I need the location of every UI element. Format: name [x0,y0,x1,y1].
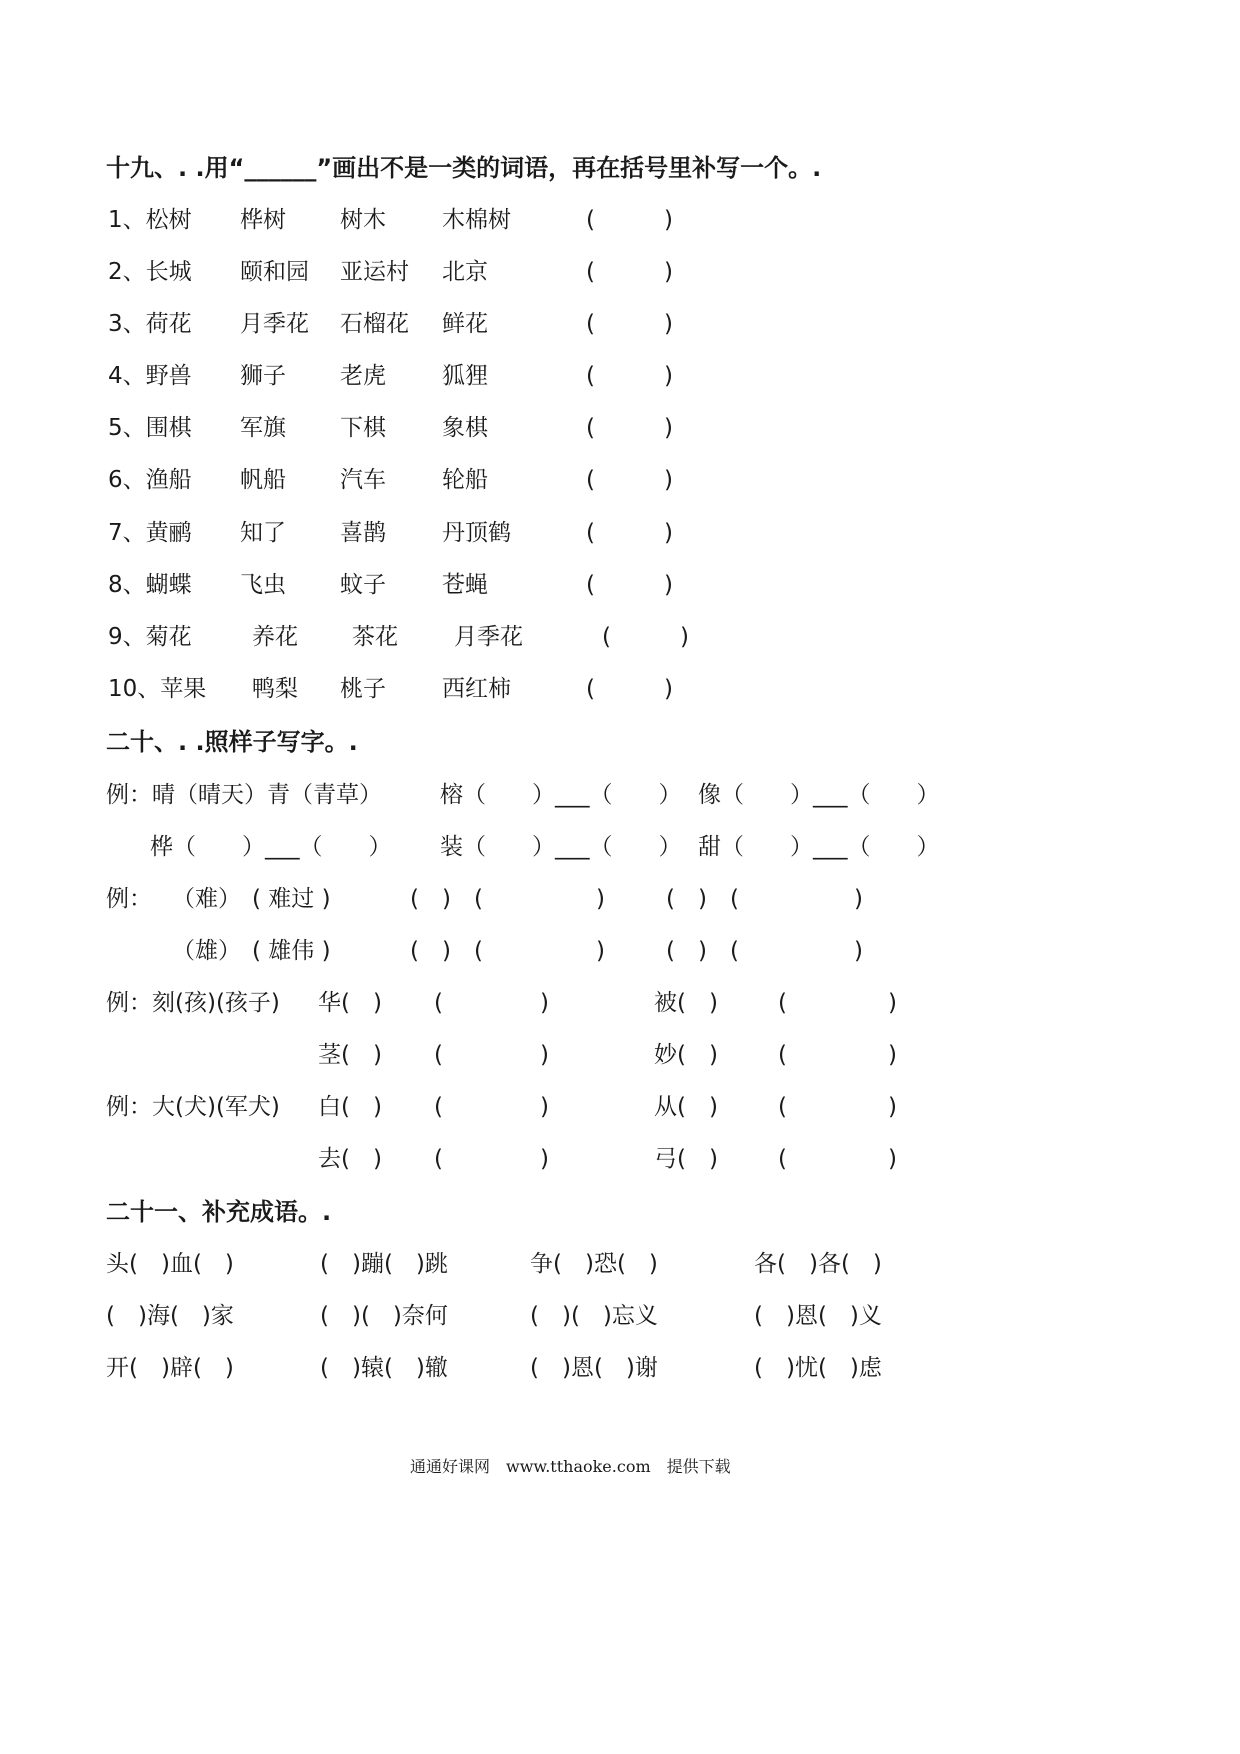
section-20-word-row: 去( ) [318,1146,382,1172]
section-20-word-row: 弓( ) [654,1146,718,1172]
section-20-word-row: 例：大(犬)(军犬) [106,1094,280,1120]
section-19-row-7-cell: ) [664,520,673,546]
section-19-row-4-cell: ) [664,363,673,389]
section-19-row-5-cell: 军旗 [240,415,286,441]
idiom-blank: 各( )各( ) [754,1251,882,1277]
section-19-row-5-cell: ) [664,415,673,441]
section-19-row-6-cell: 汽车 [340,467,386,493]
section-19-title: 十九、. .用“______”画出不是一类的词语，再在括号里补写一个。. [106,154,822,182]
section-19-row-10-cell: ) [664,676,673,702]
section-19-row-7-cell: 丹顶鹤 [442,520,511,546]
section-20-word-row: ( [434,1042,443,1068]
section-19-row-6-cell: 轮船 [442,467,488,493]
section-19-row-7-cell: 知了 [240,520,286,546]
section-19-row-8-cell: 飞虫 [240,572,286,598]
section-20-radical-row: ) [854,938,863,964]
idiom-blank: ( )恩( )义 [754,1303,882,1329]
section-19-row-8-cell: 苍蝇 [442,572,488,598]
section-20-word-row: ) [888,1094,897,1120]
section-19-row-9-cell: 茶花 [352,624,398,650]
section-20-radical-row: ( 雄伟 ) [252,938,331,964]
section-20-word-row: 例：刻(孩)(孩子) [106,990,280,1016]
idiom-blank: ( )恩( )谢 [530,1355,658,1381]
section-19-row-3-cell: 3、荷花 [108,311,192,337]
section-20-radical-row: ( ) ( [410,938,483,964]
section-20-radical-row: ( ) ( [666,886,739,912]
section-19-row-10-cell: 桃子 [340,676,386,702]
section-20-word-row: 被( ) [654,990,718,1016]
section-20-example-row: 像（ ）___（ ） [698,782,940,808]
section-19-row-7-cell: 7、黄鹂 [108,520,192,546]
section-20-example-row: 例：晴（晴天）青（青草） [106,782,382,808]
section-19-row-9-cell: ) [680,624,689,650]
section-19-row-2-cell: 颐和园 [240,259,309,285]
section-20-word-row: 茎( ) [318,1042,382,1068]
section-19-row-8-cell: ( [586,572,595,598]
section-19-row-1-cell: 1、松树 [108,207,192,233]
section-20-radical-row: ) [596,886,605,912]
section-21-title: 二十一、补充成语。. [106,1198,332,1226]
section-20-practice-row: 甜（ ）___（ ） [698,834,940,860]
section-19-row-10-cell: 西红柿 [442,676,511,702]
section-19-row-9-cell: ( [602,624,611,650]
section-19-row-4-cell: ( [586,363,595,389]
section-19-row-6-cell: ) [664,467,673,493]
section-19-row-5-cell: 下棋 [340,415,386,441]
section-20-practice-row: 装（ ）___（ ） [440,834,682,860]
section-19-row-8-cell: ) [664,572,673,598]
section-20-word-row: ( [434,1094,443,1120]
idiom-blank: ( )( )忘义 [530,1303,658,1329]
section-19-row-1-cell: 树木 [340,207,386,233]
section-19-row-6-cell: ( [586,467,595,493]
idiom-blank: ( )蹦( )跳 [320,1251,448,1277]
section-19-row-3-cell: ) [664,311,673,337]
section-19-row-4-cell: 狮子 [240,363,286,389]
section-20-example-row: 榕（ ）___（ ） [440,782,682,808]
section-19-row-4-cell: 狐狸 [442,363,488,389]
section-20-word-row: ) [540,1042,549,1068]
section-19-row-2-cell: ( [586,259,595,285]
section-20-radical-row: ) [596,938,605,964]
section-19-row-2-cell: 亚运村 [340,259,409,285]
section-19-row-1-cell: 木棉树 [442,207,511,233]
section-20-word-row: ) [540,1094,549,1120]
section-19-row-9-cell: 月季花 [454,624,523,650]
section-19-row-8-cell: 蚊子 [340,572,386,598]
section-20-practice-row: 桦（ ）___（ ） [150,834,392,860]
section-20-word-row: ( [778,1094,787,1120]
section-20-word-row: ( [778,1146,787,1172]
section-20-word-row: ) [888,990,897,1016]
section-19-row-4-cell: 4、野兽 [108,363,192,389]
section-20-word-row: 华( ) [318,990,382,1016]
idiom-blank: ( )辕( )辙 [320,1355,448,1381]
section-19-row-5-cell: 象棋 [442,415,488,441]
section-19-row-3-cell: 鲜花 [442,311,488,337]
section-19-row-1-cell: 桦树 [240,207,286,233]
section-20-word-row: ) [888,1042,897,1068]
idiom-blank: ( )忧( )虑 [754,1355,882,1381]
section-20-radical-row: ) [854,886,863,912]
section-19-row-2-cell: ) [664,259,673,285]
section-19-row-2-cell: 北京 [442,259,488,285]
section-19-row-7-cell: 喜鹊 [340,520,386,546]
section-20-word-row: ) [540,1146,549,1172]
section-19-row-4-cell: 老虎 [340,363,386,389]
section-19-row-6-cell: 6、渔船 [108,467,192,493]
section-20-radical-row: （难） [172,886,241,912]
section-20-radical-row: （雄） [172,938,241,964]
idiom-blank: 争( )恐( ) [530,1251,658,1277]
idiom-blank: ( )海( )家 [106,1303,234,1329]
section-20-radical-row: 例： [106,886,152,912]
section-19-row-1-cell: ( [586,207,595,233]
idiom-blank: 开( )辟( ) [106,1355,234,1381]
section-20-title: 二十、. .照样子写字。. [106,728,358,756]
section-19-row-2-cell: 2、长城 [108,259,192,285]
section-20-word-row: 白( ) [318,1094,382,1120]
section-20-word-row: ( [778,990,787,1016]
section-19-row-3-cell: ( [586,311,595,337]
section-20-radical-row: ( ) ( [410,886,483,912]
idiom-blank: 头( )血( ) [106,1251,234,1277]
section-19-row-9-cell: 9、菊花 [108,624,192,650]
section-19-row-5-cell: ( [586,415,595,441]
section-20-word-row: ) [888,1146,897,1172]
section-19-row-9-cell: 养花 [252,624,298,650]
section-20-word-row: ( [778,1042,787,1068]
section-20-radical-row: ( 难过 ) [252,886,331,912]
section-19-row-3-cell: 月季花 [240,311,309,337]
section-19-row-6-cell: 帆船 [240,467,286,493]
section-19-row-8-cell: 8、蝴蝶 [108,572,192,598]
section-20-word-row: 妙( ) [654,1042,718,1068]
section-20-word-row: ( [434,1146,443,1172]
section-20-radical-row: ( ) ( [666,938,739,964]
section-19-row-10-cell: 10、苹果 [108,676,207,702]
idiom-blank: ( )( )奈何 [320,1303,448,1329]
section-19-row-3-cell: 石榴花 [340,311,409,337]
section-20-word-row: ) [540,990,549,1016]
section-19-row-5-cell: 5、围棋 [108,415,192,441]
section-19-row-10-cell: ( [586,676,595,702]
section-20-word-row: 从( ) [654,1094,718,1120]
page-footer: 通通好课网 www.tthaoke.com 提供下载 [410,1457,731,1476]
section-19-row-1-cell: ) [664,207,673,233]
section-19-row-10-cell: 鸭梨 [252,676,298,702]
section-20-word-row: ( [434,990,443,1016]
section-19-row-7-cell: ( [586,520,595,546]
